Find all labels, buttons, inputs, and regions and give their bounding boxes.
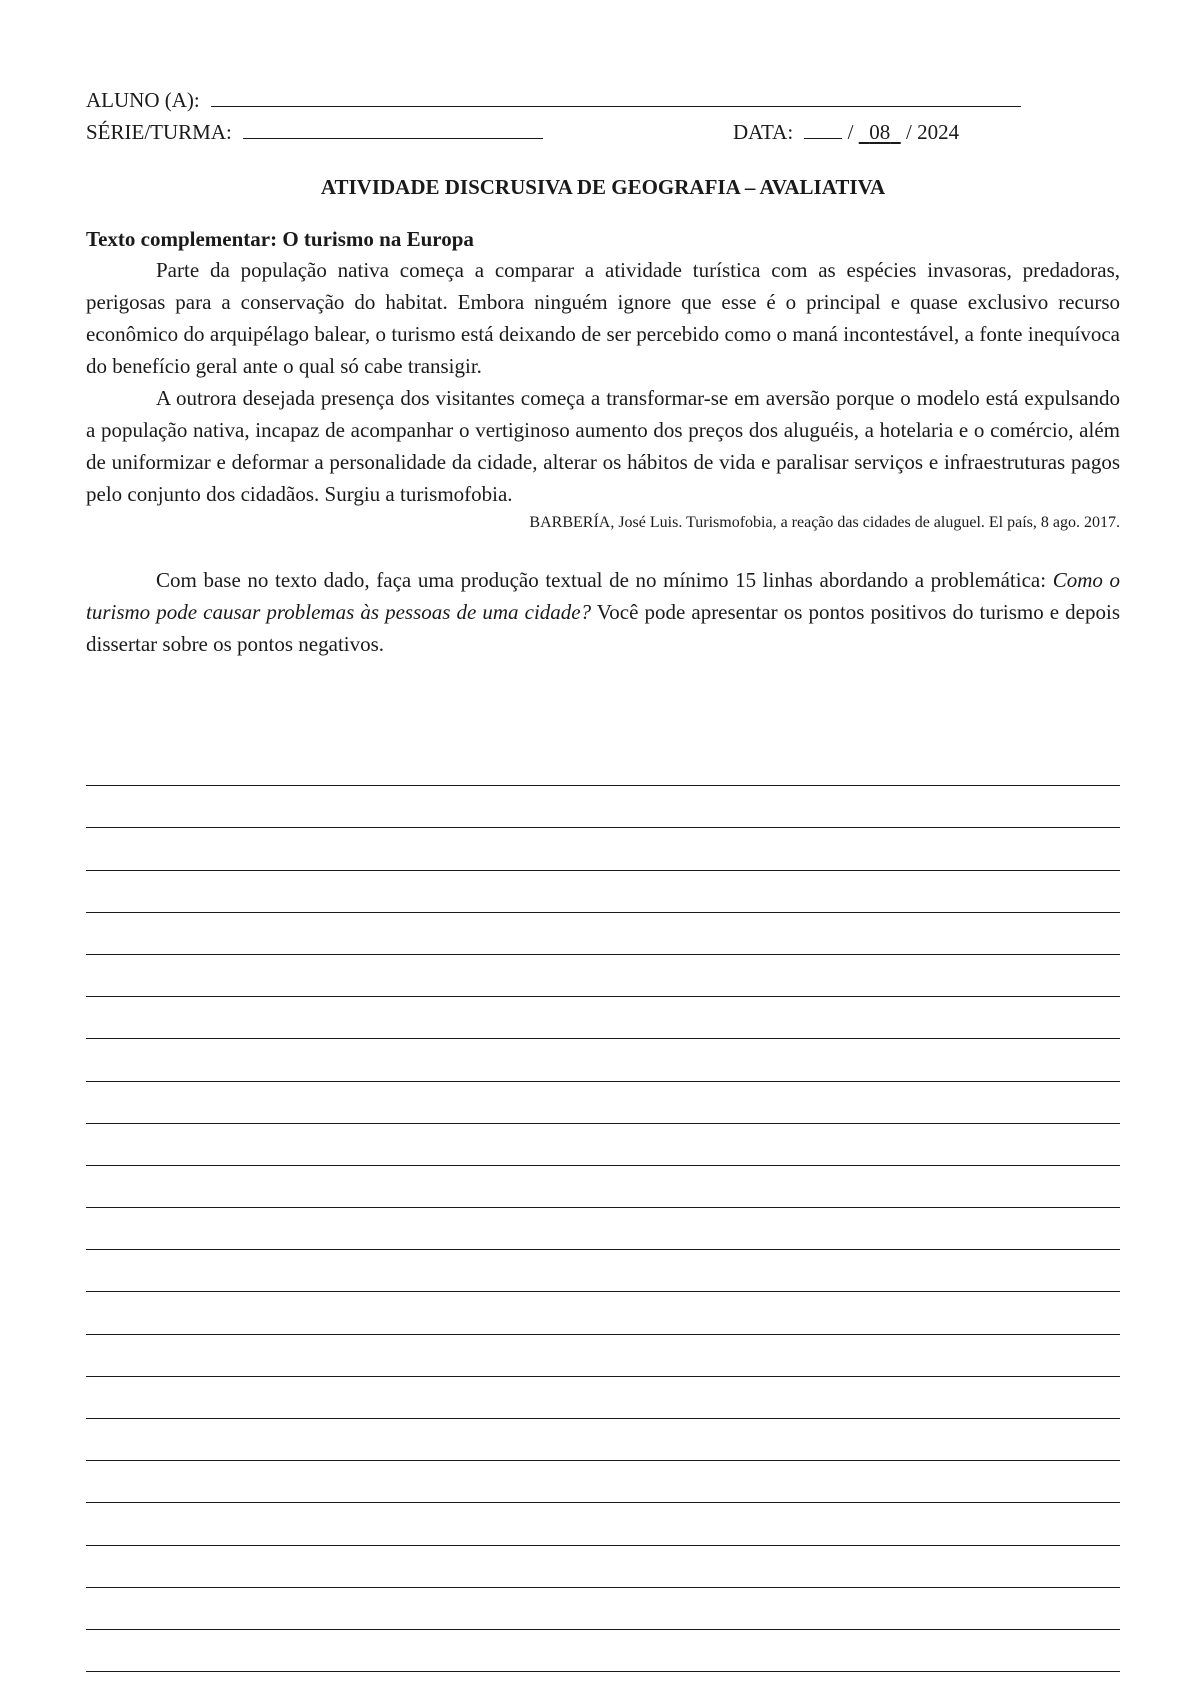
text-paragraph: Parte da população nativa começa a comparar a atividade turística com as espécies invasoras, predadoras, perigosas para a conservação do habitat. Embora ninguém ignore que esse é o principal e quase exclusivo recurso econômico do arquipélago balear, o turismo está deixando de ser percebido como o maná incontestável, a fonte inequívoca do benefício geral ante o qual só cabe transigir. xyxy=(86,258,1120,378)
writing-line[interactable] xyxy=(86,1511,1120,1553)
assignment-prompt xyxy=(86,564,1120,660)
date-day-field[interactable] xyxy=(804,120,842,139)
prompt-intro: Com base no texto dado, faça uma produção textual de no mínimo 15 linhas abordando a problemática: xyxy=(156,568,1053,592)
worksheet-page xyxy=(86,84,1120,660)
writing-line[interactable] xyxy=(86,1005,1120,1047)
prompt-outro: Você pode apresentar os pontos positivos do turismo e depois dissertar sobre os pontos negativos. xyxy=(86,600,1120,656)
writing-line[interactable] xyxy=(86,1132,1120,1174)
writing-area xyxy=(86,752,1120,1680)
writing-line[interactable] xyxy=(86,1554,1120,1596)
source-citation: BARBERÍA, José Luis. Turismofobia, a reação das cidades de aluguel. El país, 8 ago. 2017. xyxy=(529,514,1120,531)
date-separator: / xyxy=(906,120,912,144)
date-month: 08 xyxy=(869,120,891,144)
writing-line[interactable] xyxy=(86,963,1120,1005)
writing-line[interactable] xyxy=(86,1258,1120,1300)
date-label: DATA: xyxy=(733,120,794,144)
writing-line[interactable] xyxy=(86,752,1120,794)
class-field[interactable] xyxy=(243,120,543,139)
student-name-field[interactable] xyxy=(211,88,1021,107)
writing-line[interactable] xyxy=(86,1090,1120,1132)
writing-line[interactable] xyxy=(86,1469,1120,1511)
writing-line[interactable] xyxy=(86,1427,1120,1469)
writing-line[interactable] xyxy=(86,1343,1120,1385)
date-block xyxy=(733,116,959,148)
writing-line[interactable] xyxy=(86,1638,1120,1680)
writing-line[interactable] xyxy=(86,1596,1120,1638)
class-date-row xyxy=(86,116,1120,148)
prompt-question: Como o turismo pode causar problemas às pessoas de uma cidade? xyxy=(86,568,1120,624)
date-separator: / xyxy=(847,120,854,144)
writing-line[interactable] xyxy=(86,836,1120,878)
writing-line[interactable] xyxy=(86,794,1120,836)
student-name-row xyxy=(86,84,1120,116)
writing-line[interactable] xyxy=(86,1385,1120,1427)
text-heading: Texto complementar: O turismo na Europa xyxy=(86,227,474,251)
text-paragraph: A outrora desejada presença dos visitantes começa a transformar-se em aversão porque o modelo está expulsando a população nativa, incapaz de acompanhar o vertiginoso aumento dos preços dos aluguéis, a hotelaria e o comércio, além de uniformizar e deformar a personalidade da cidade, alterar os hábitos de vida e paralisar serviços e infraestruturas pagos pelo conjunto dos cidadãos. Surgiu a turismofobia. xyxy=(86,386,1120,506)
student-label: ALUNO (A): xyxy=(86,88,200,112)
class-label: SÉRIE/TURMA: xyxy=(86,120,232,144)
writing-line[interactable] xyxy=(86,1300,1120,1342)
writing-line[interactable] xyxy=(86,1047,1120,1089)
writing-line[interactable] xyxy=(86,879,1120,921)
writing-line[interactable] xyxy=(86,921,1120,963)
date-year: 2024 xyxy=(917,120,960,144)
writing-line[interactable] xyxy=(86,1216,1120,1258)
writing-line[interactable] xyxy=(86,1174,1120,1216)
page-title: ATIVIDADE DISCRUSIVA DE GEOGRAFIA – AVALIATIVA xyxy=(320,175,886,199)
